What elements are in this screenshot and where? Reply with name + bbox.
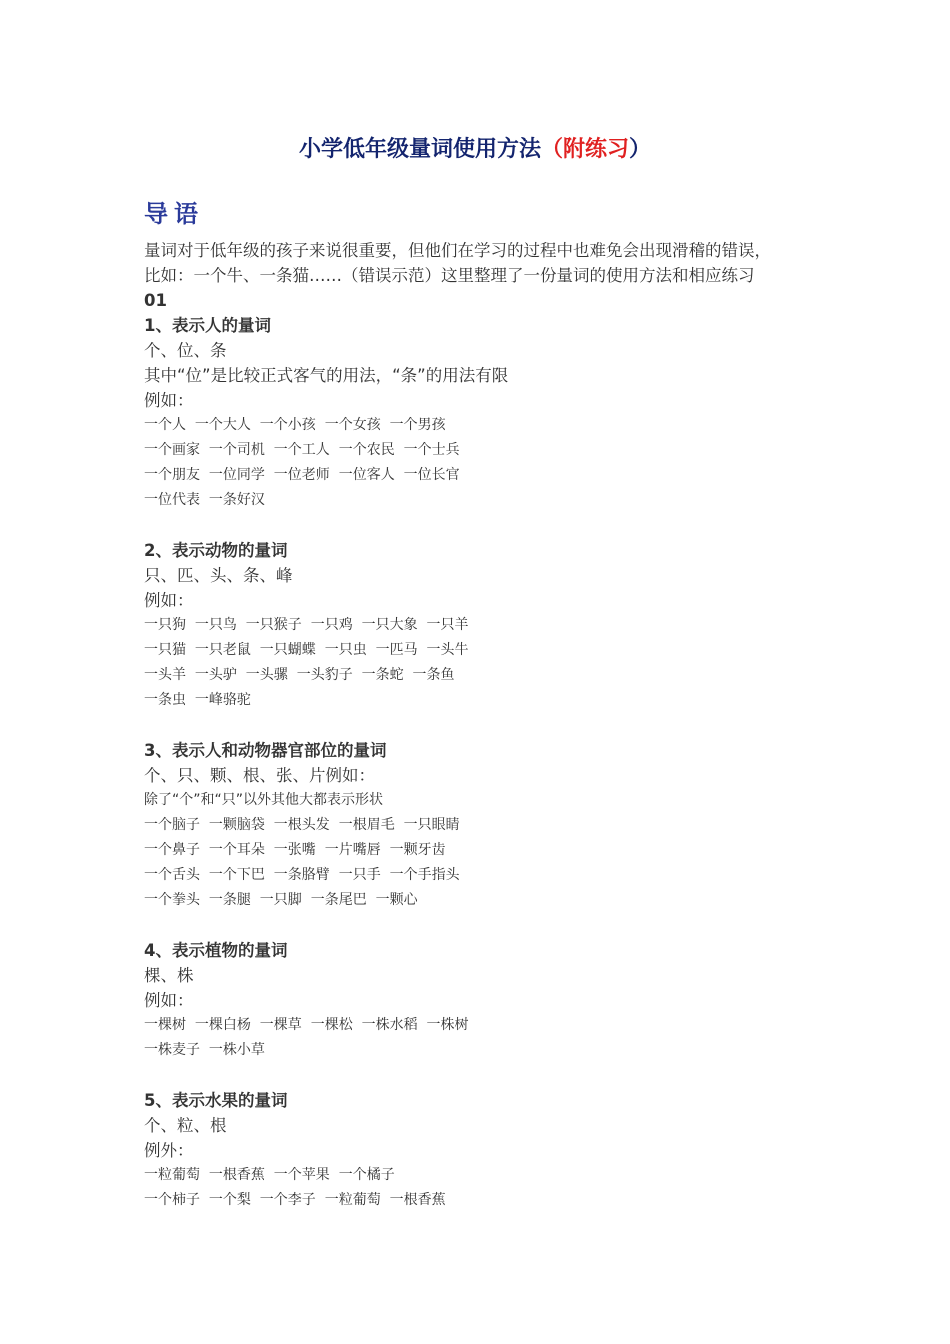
section-line: 只、匹、头、条、峰: [144, 566, 293, 585]
title-close-paren: ）: [629, 137, 652, 162]
example-line: 一棵树 一棵白杨 一棵草 一棵松 一株水稻 一株树: [144, 1017, 469, 1033]
section-number: 01: [144, 291, 167, 310]
section-heading: 1、表示人的量词: [144, 316, 271, 335]
example-line: 一株麦子 一株小草: [144, 1042, 265, 1058]
example-line: 一条虫 一峰骆驼: [144, 692, 251, 708]
title-open-paren: （: [540, 137, 563, 162]
example-line: 一个画家 一个司机 一个工人 一个农民 一个士兵: [144, 442, 460, 458]
section-line: 例如：: [144, 391, 194, 410]
section-line: 例如：: [144, 991, 194, 1010]
spacer: [144, 513, 844, 538]
document-title: [0, 134, 950, 166]
example-line: 一粒葡萄 一根香蕉 一个苹果 一个橘子: [144, 1167, 395, 1183]
example-line: 一只猫 一只老鼠 一只蝴蝶 一只虫 一匹马 一头牛: [144, 642, 469, 658]
section-heading: 3、表示人和动物器官部位的量词: [144, 741, 387, 760]
example-line: 一个朋友 一位同学 一位老师 一位客人 一位长官: [144, 467, 460, 483]
example-line: 一个拳头 一条腿 一只脚 一条尾巴 一颗心: [144, 892, 418, 908]
section-line: 个、只、颗、根、张、片例如：: [144, 766, 375, 785]
example-line: 一只狗 一只鸟 一只猴子 一只鸡 一只大象 一只羊: [144, 617, 469, 633]
spacer: [144, 913, 844, 938]
example-line: 一个柿子 一个梨 一个李子 一粒葡萄 一根香蕉: [144, 1192, 446, 1208]
document-body: [144, 238, 844, 1213]
lead-heading: 导语: [144, 200, 204, 228]
example-line: 除了“个”和“只”以外其他大都表示形状: [144, 792, 384, 808]
section-line: 例外：: [144, 1141, 194, 1160]
example-line: 一个脑子 一颗脑袋 一根头发 一根眉毛 一只眼睛: [144, 817, 460, 833]
section-heading: 4、表示植物的量词: [144, 941, 288, 960]
spacer: [144, 1063, 844, 1088]
example-line: 一个鼻子 一个耳朵 一张嘴 一片嘴唇 一颗牙齿: [144, 842, 446, 858]
section-line: 其中“位”是比较正式客气的用法，“条”的用法有限: [144, 366, 509, 385]
section-heading: 5、表示水果的量词: [144, 1091, 288, 1110]
example-line: 一个舌头 一个下巴 一条胳臂 一只手 一个手指头: [144, 867, 460, 883]
section-line: 个、位、条: [144, 341, 227, 360]
spacer: [144, 713, 844, 738]
example-line: 一头羊 一头驴 一头骡 一头豹子 一条蛇 一条鱼: [144, 667, 455, 683]
intro-line: 比如：一个牛、一条猫……（错误示范）这里整理了一份量词的使用方法和相应练习: [144, 266, 755, 285]
intro-line: 量词对于低年级的孩子来说很重要，但他们在学习的过程中也难免会出现滑稽的错误，: [144, 241, 771, 260]
title-accent: 附练习: [563, 137, 630, 162]
section-line: 棵、株: [144, 966, 194, 985]
section-line: 个、粒、根: [144, 1116, 227, 1135]
title-main: 小学低年级量词使用方法: [298, 137, 541, 162]
section-line: 例如：: [144, 591, 194, 610]
example-line: 一个人 一个大人 一个小孩 一个女孩 一个男孩: [144, 417, 446, 433]
section-heading: 2、表示动物的量词: [144, 541, 288, 560]
example-line: 一位代表 一条好汉: [144, 492, 265, 508]
